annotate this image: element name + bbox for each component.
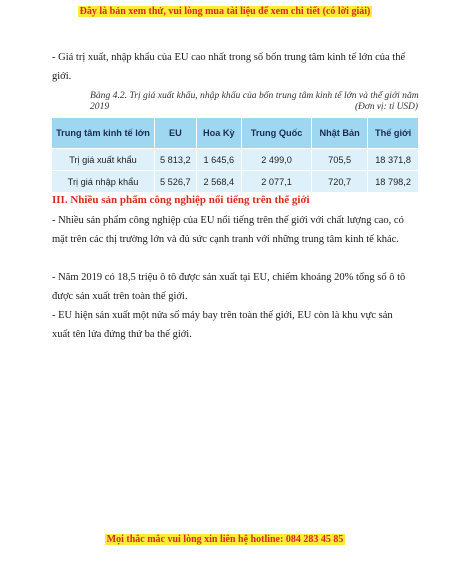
table-cell: 1 645,6 bbox=[196, 149, 241, 171]
table-cell: 2 499,0 bbox=[242, 149, 312, 171]
table-cell: 2 568,4 bbox=[196, 171, 241, 193]
table-cell: Trị giá nhập khẩu bbox=[52, 171, 155, 193]
table-caption: Bảng 4.2. Trị giá xuất khẩu, nhập khẩu của bốn trung tâm kinh tế lớn và thế giới năm 2019 bbox=[90, 90, 419, 112]
table-row bbox=[52, 149, 418, 171]
header-cell: Trung Quốc bbox=[242, 118, 312, 149]
body-paragraph: - Nhiều sản phẩm công nghiệp của EU nổi tiếng trên thế giới với chất lượng cao, có mặt trên các thị trường lớn và đủ sức cạnh tranh với những trung tâm kinh tế khác. bbox=[52, 215, 404, 245]
preview-banner bbox=[0, 6, 450, 17]
table-cell: 5 813,2 bbox=[155, 149, 197, 171]
header-cell: Nhật Bản bbox=[312, 118, 368, 149]
header-cell: EU bbox=[155, 118, 197, 149]
preview-banner-text: Đây là bản xem thử, vui lòng mua tài liệu để xem chi tiết (có lời giải) bbox=[79, 6, 371, 17]
header-cell: Trung tâm kinh tế lớn bbox=[52, 118, 155, 149]
hotline-footer bbox=[0, 534, 450, 545]
hotline-text: Mọi thắc mắc vui lòng xin liên hệ hotline: 084 283 45 85 bbox=[106, 534, 344, 545]
table-header-row bbox=[52, 118, 418, 149]
body-paragraph: - EU hiện sản xuất một nửa số máy bay trên toàn thế giới, EU còn là khu vực sản xuất tên lửa đứng thứ ba thế giới. bbox=[52, 310, 393, 340]
table-row bbox=[52, 171, 418, 193]
table-cell: 18 371,8 bbox=[368, 149, 418, 171]
header-cell: Thế giới bbox=[368, 118, 418, 149]
table-cell: 720,7 bbox=[312, 171, 368, 193]
table-unit: (Đơn vị: tỉ USD) bbox=[354, 102, 418, 112]
header-cell: Hoa Kỳ bbox=[196, 118, 241, 149]
intro-paragraph: - Giá trị xuất, nhập khẩu của EU cao nhất trong số bốn trung tâm kinh tế lớn của thế giới. bbox=[52, 52, 406, 82]
table-cell: 18 798,2 bbox=[368, 171, 418, 193]
table-cell: 705,5 bbox=[312, 149, 368, 171]
table-cell: Trị giá xuất khẩu bbox=[52, 149, 155, 171]
table-cell: 5 526,7 bbox=[155, 171, 197, 193]
trade-table bbox=[52, 118, 418, 192]
body-paragraph: - Năm 2019 có 18,5 triệu ô tô được sản xuất tại EU, chiếm khoảng 20% tổng số ô tô được sản xuất trên toàn thế giới. bbox=[52, 272, 406, 302]
table-cell: 2 077,1 bbox=[242, 171, 312, 193]
section-heading: III. Nhiều sản phẩm công nghiệp nổi tiếng trên thế giới bbox=[52, 194, 310, 206]
